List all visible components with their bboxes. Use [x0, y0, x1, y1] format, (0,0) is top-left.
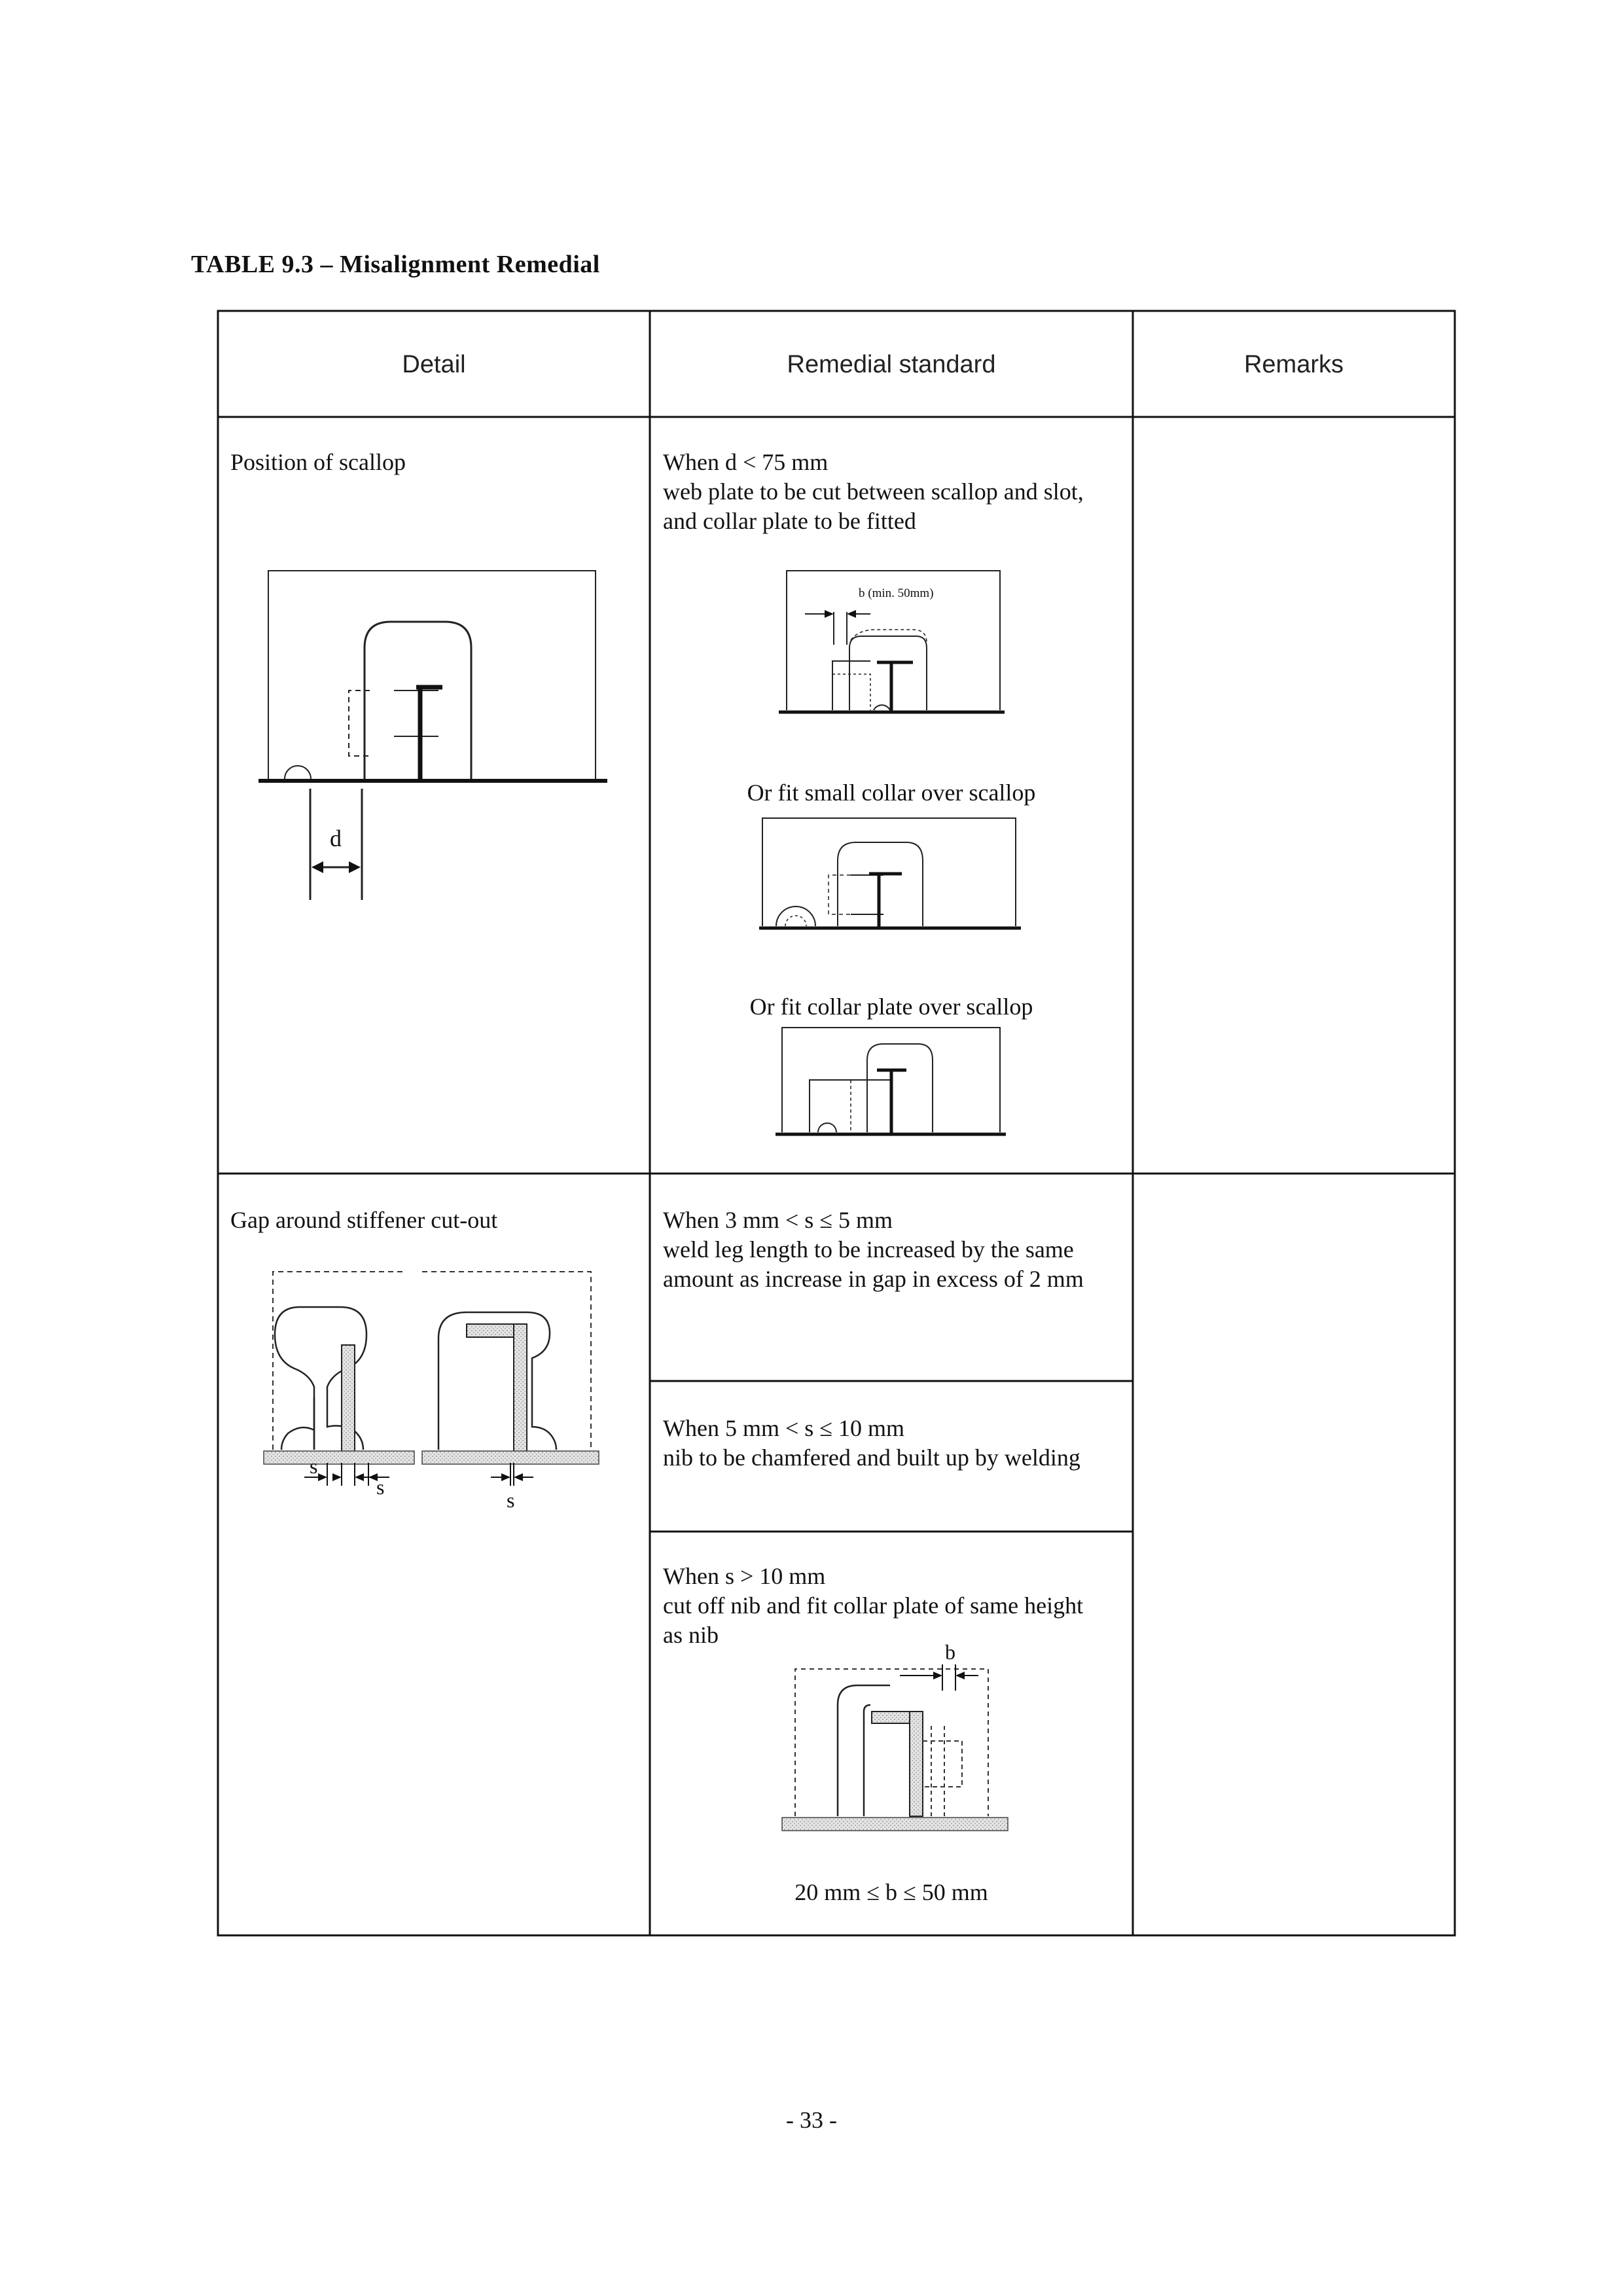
row1-detail: Position of scallop: [230, 449, 406, 475]
row2-sub1-text: [663, 1206, 1084, 1294]
header-remedial: Remedial standard: [787, 351, 996, 378]
row2-sub2-line: nib to be chamfered and built up by welding: [663, 1444, 1080, 1471]
s-label: s: [376, 1475, 385, 1499]
row2-sub2-text: [663, 1414, 1080, 1473]
b-range-formula: 20 mm ≤ b ≤ 50 mm: [794, 1879, 988, 1905]
row2-sub1-line: weld leg length to be increased by the same: [663, 1236, 1074, 1263]
row2-sub1-line: When 3 mm < s ≤ 5 mm: [663, 1207, 893, 1233]
collar-plate-fitted-figure: [779, 563, 1021, 720]
stiffener-gap-figure: [259, 1266, 615, 1554]
row2-sub3-line: as nib: [663, 1622, 719, 1648]
row2-sub2-line: When 5 mm < s ≤ 10 mm: [663, 1415, 905, 1441]
table-title: TABLE 9.3 – Misalignment Remedial: [191, 251, 600, 278]
s-label: s: [310, 1454, 318, 1478]
page-number: - 33 -: [786, 2107, 837, 2133]
row1-alt2-caption: Or fit collar plate over scallop: [749, 994, 1033, 1020]
row2-detail: Gap around stiffener cut-out: [230, 1207, 498, 1233]
scallop-position-figure: [249, 556, 615, 903]
row2-sub3-line: cut off nib and fit collar plate of same height: [663, 1592, 1084, 1619]
row2-sub3-line: When s > 10 mm: [663, 1563, 826, 1589]
dimension-d-label: d: [330, 825, 342, 852]
row1-alt1-caption: Or fit small collar over scallop: [747, 780, 1036, 806]
s-label: s: [507, 1488, 515, 1512]
row1-remedial-line: and collar plate to be fitted: [663, 508, 916, 534]
nib-collar-figure: [776, 1640, 1018, 1846]
row2-sub3-text: [663, 1562, 1083, 1650]
b-min-label: b (min. 50mm): [859, 586, 934, 600]
collar-over-scallop-figure: [776, 1024, 1011, 1139]
row1-remedial-line: web plate to be cut between scallop and slot,: [663, 478, 1084, 505]
row1-remedial-line: When d < 75 mm: [663, 449, 829, 475]
b-label: b: [945, 1640, 955, 1664]
header-detail: Detail: [402, 351, 466, 378]
row1-remedial-text: [663, 448, 1084, 536]
row2-sub1-line: amount as increase in gap in excess of 2 mm: [663, 1266, 1084, 1292]
small-collar-figure: [759, 815, 1027, 936]
header-remarks: Remarks: [1243, 351, 1344, 378]
